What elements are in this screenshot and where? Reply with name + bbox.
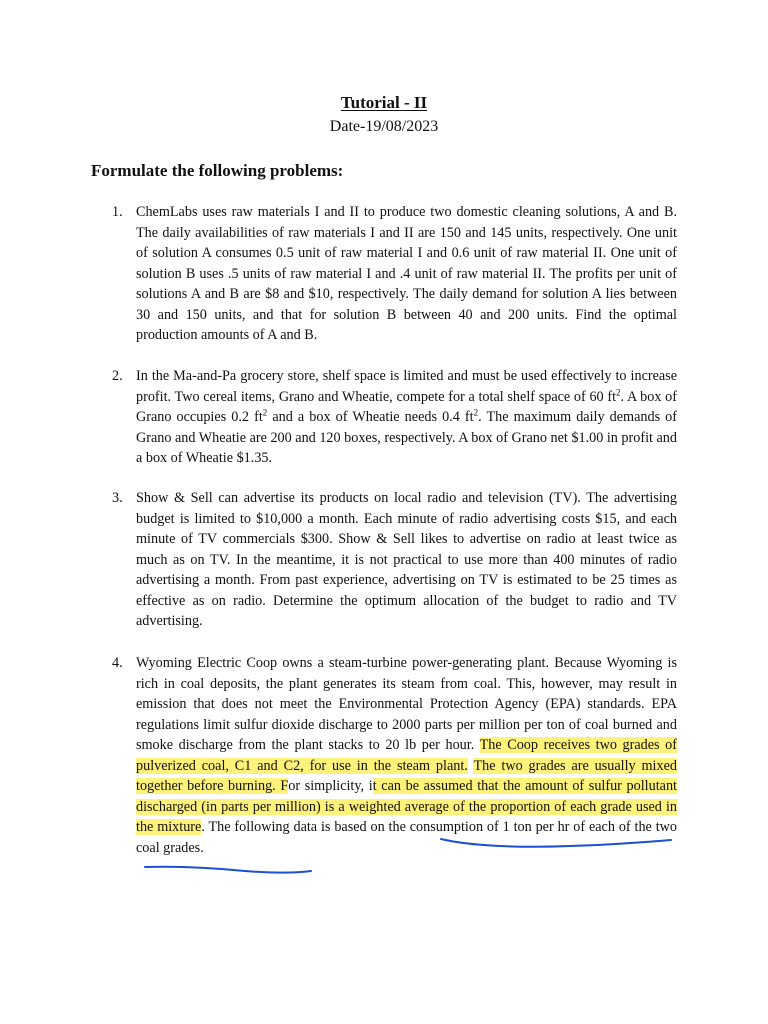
document-title: Tutorial - II: [340, 93, 428, 112]
problem-number: 3.: [112, 490, 123, 506]
text-run: . The maximum daily demands of Grano and Wheatie are 200 and 120 boxes, respectively. A box of Grano net $1.00 in profit and a box of Wheatie $1.35.: [136, 409, 678, 466]
problem-text: ChemLabs uses raw materials I and II to produce two domestic cleaning solutions, A and B. The daily availabilities of raw materials I and II are 150 and 145 units, respectively. One unit of solution A consumes 0.5 unit of raw material I and 0.6 unit of raw material II. One unit of solution B uses .5 units of raw material I and .4 unit of raw material II. The profits per unit of solutions A and B are $8 and $10, respectively. The daily demand for solution A lies between 30 and 150 units, and that for solution B between 40 and 200 units. Find the optimal production amounts of A and B.: [136, 204, 677, 343]
problem-text: [136, 653, 677, 858]
highlighted-text: t can be assumed that the amount of sulfur pollutant discharged (in parts per million) is a weighted average of the proportion of each grade used in the mixture: [136, 778, 677, 835]
text-run: In the Ma-and-Pa grocery store, shelf space is limited and must be used effectively to increase profit. Two cereal items, Grano and Wheatie, compete for a total shelf space of 60 ft: [136, 368, 677, 405]
superscript: 2: [616, 386, 621, 397]
text-run: and a box of Wheatie needs 0.4 ft: [267, 409, 474, 425]
problem-text: [136, 366, 677, 469]
superscript: 2: [473, 407, 479, 418]
text-run: or simplicity, i: [288, 778, 373, 794]
problem-number: 4.: [112, 655, 123, 671]
problem-text: Show & Sell can advertise its products on local radio and television (TV). The advertising budget is limited to $10,000 a month. Each minute of radio advertising costs $15, and each minute of TV commercials $300. Show & Sell likes to advertise on radio at least twice as much as on TV. In the meantime, it is not practical to use more than 400 minutes of radio advertising a month. From past experience, advertising on TV is estimated to be 25 times as effective as on radio. Determine the optimum allocation of the budget to radio and TV advertising.: [136, 490, 677, 629]
ink-underline: [145, 867, 311, 873]
superscript: 2: [262, 407, 268, 418]
section-heading: Formulate the following problems:: [91, 161, 344, 180]
highlighted-text: The Coop receives two grades of pulverized coal, C1 and C2, for use in the steam plant.: [136, 737, 677, 774]
problem-number: 2.: [112, 368, 123, 384]
document-date: Date-19/08/2023: [329, 118, 439, 135]
text-run: . A box of Grano occupies 0.2 ft: [136, 388, 677, 425]
text-run: Wyoming Electric Coop owns a steam-turbine power-generating plant. Because Wyoming is rich in coal deposits, the plant generates its steam from coal. This, however, may result in emission that does not meet the Environmental Protection Agency (EPA) standards. EPA regulations limit sulfur dioxide discharge to 2000 parts per million per ton of coal burned and smoke discharge from the plant stacks to 20 lb per hour.: [136, 655, 677, 753]
problem-number: 1.: [112, 204, 123, 220]
text-run: . The following data is based on the consumption of 1 ton per hr of each of the two coal grades.: [136, 819, 677, 856]
highlighted-text: The two grades are usually mixed together before burning. F: [136, 757, 677, 794]
